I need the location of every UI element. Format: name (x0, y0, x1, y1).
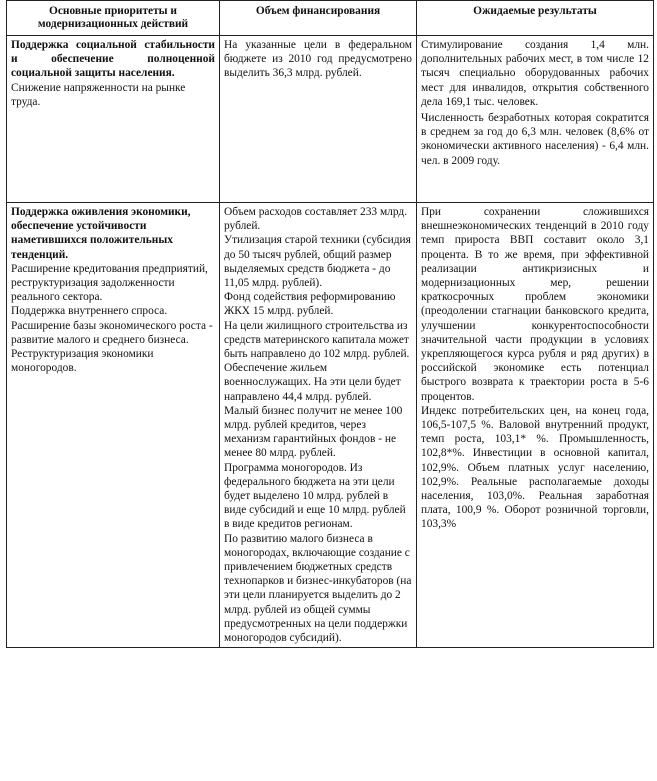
funding-item: Объем расходов составляет 233 млрд. рублей. (224, 206, 408, 233)
priority-cell (7, 203, 220, 648)
priority-item: Снижение напряженности на рынке труда. (11, 81, 186, 108)
results-cell (417, 36, 654, 203)
funding-item: Программа моногородов. Из федерального бюджета на эти цели будет выделено 10 млрд. рублей в виде субсидий и еще 10 млрд. рублей в виде кредитов регионам. (224, 461, 406, 531)
header-priorities: Основные приоритеты и модернизационных действий (7, 1, 220, 36)
result-item: При сохранении сложившихся внешнеэкономических тенденций в 2010 году темп прироста ВВП составит около 3,1 процента. В то же время, при эффективной реализации антикризисных и модернизационных мер, решении краткосрочных проблем экономики (преодолении стагнации банковского кредита, улучшении конкурентоспособности значительной части продукции в условиях укрепляющегося курса рубля и ряд других) в российской экономике есть потенциал быстрого возврата к траектории роста в 5-6 процентов. (421, 206, 649, 403)
header-results: Ожидаемые результаты (417, 1, 654, 36)
funding-item: На указанные цели в федеральном бюджете из 2010 год предусмотрено выделить 36,3 млрд. рублей. (224, 39, 412, 80)
priority-cell (7, 36, 220, 203)
table-row (7, 203, 654, 648)
priority-item: Реструктуризация экономики моногородов. (11, 348, 154, 375)
priority-title: Поддержка оживления экономики, обеспечение устойчивости наметившихся положительных тенденций. (11, 206, 191, 261)
priority-item: Расширение базы экономического роста - развитие малого и среднего бизнеса. (11, 319, 213, 346)
header-funding: Объем финансирования (220, 1, 417, 36)
priority-title: Поддержка социальной стабильности и обеспечение полноценной социальной защиты населения. (11, 39, 215, 80)
result-item: Индекс потребительских цен, на конец года, 106,5-107,5 %. Валовой внутренний продукт, темп роста, 103,1* %. Промышленность, 102,8*%. Инвестиции в основной капитал, 102,9%. Объем платных услуг населению, 102,9%. Реальные располагаемые доходы населения, 103,0%. Реальная заработная плата, 100,9 %. Оборот розничной торговли, 103,3% (421, 404, 649, 531)
priority-item: Поддержка внутреннего спроса. (11, 305, 168, 318)
table-row (7, 36, 654, 203)
results-cell (417, 203, 654, 648)
priorities-table (6, 0, 654, 648)
header-row (7, 1, 654, 36)
result-item: Стимулирование создания 1,4 млн. дополнительных рабочих мест, в том числе 12 тысяч специально оборудованных рабочих мест для инвалидов, открытия собственного дела 169,1 тыс. человек. (421, 39, 649, 108)
funding-item: На цели жилищного строительства из средств материнского капитала может быть направлено до 102 млрд. рублей. Обеспечение жильем военнослужащих. На эти цели будет направлено 44,4 млрд. рублей. (224, 319, 410, 403)
funding-item: Утилизация старой техники (субсидия до 50 тысяч рублей, общий размер выделяемых средств бюджета - до 11,05 млрд. рублей). (224, 234, 411, 290)
funding-item: Малый бизнес получит не менее 100 млрд. рублей кредитов, через механизм гарантийных фондов - не менее 80 млрд. рублей. (224, 404, 403, 460)
funding-cell (220, 203, 417, 648)
result-item: Численность безработных которая сократится в среднем за год до 6,3 млн. человек (8,6% от экономически активного населения) - 6,4 млн. чел. в 2009 году. (421, 112, 649, 167)
funding-cell (220, 36, 417, 203)
funding-item: По развитию малого бизнеса в моногородах, включающие создание с привлечением бюджетных средств технопарков и бизнес-инкубаторов (на эти цели планируется выделить до 2 млрд. рублей из общей суммы предусмотренных на цели поддержки моногородов субсидий). (224, 532, 412, 645)
priority-item: Расширение кредитования предприятий, реструктуризация задолженности реального сектора. (11, 262, 208, 304)
funding-item: Фонд содействия реформированию ЖКХ 15 млрд. рублей. (224, 291, 396, 318)
